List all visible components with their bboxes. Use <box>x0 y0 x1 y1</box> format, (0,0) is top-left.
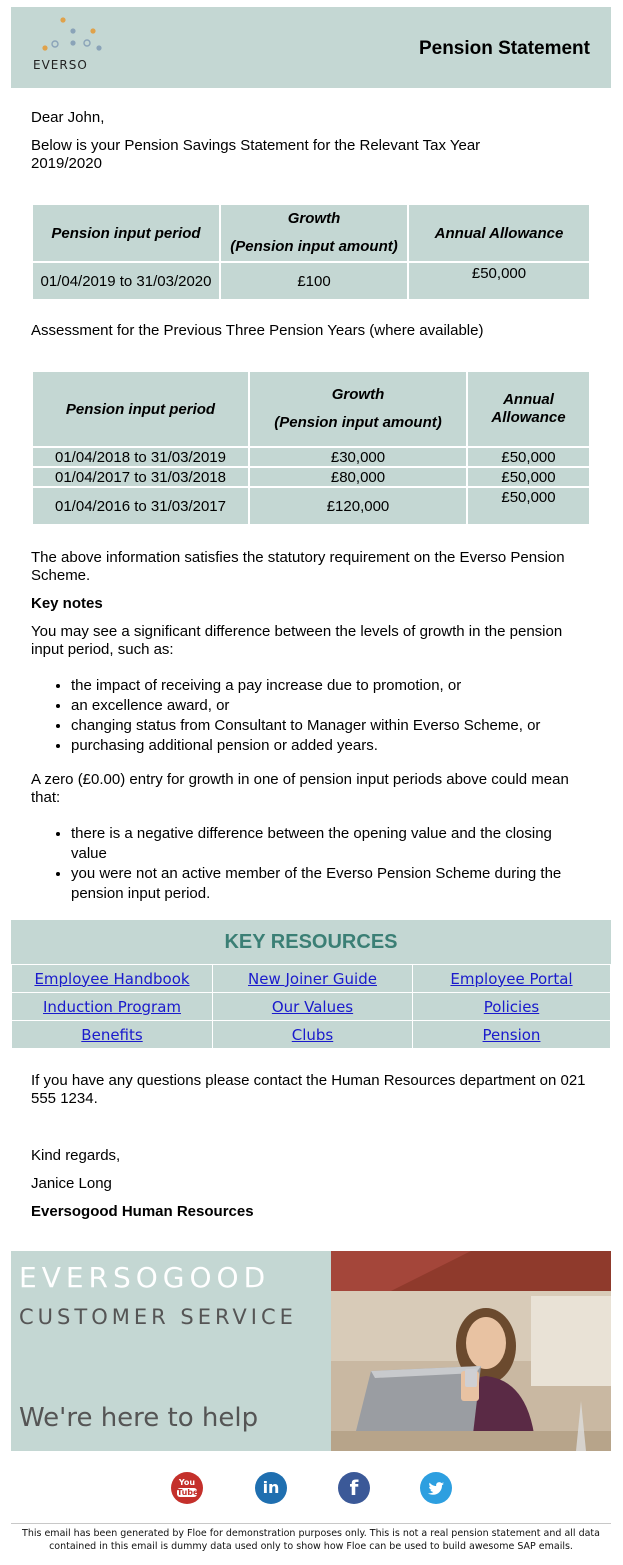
twitter-bird-icon <box>420 1472 452 1504</box>
previous-years-heading: Assessment for the Previous Three Pension Years (where available) <box>31 322 484 339</box>
link-our-values[interactable]: Our Values <box>271 997 354 1016</box>
previous-years-table <box>31 370 591 526</box>
statutory-text: The above information satisfies the statutory requirement on the Everso Pension Scheme. <box>31 549 565 584</box>
col-header-period: Pension input period <box>32 371 249 447</box>
youtube-icon[interactable] <box>171 1472 203 1504</box>
footer-divider <box>11 1523 611 1524</box>
link-induction-program[interactable]: Induction Program <box>43 997 181 1016</box>
header-banner <box>11 7 611 88</box>
table-row <box>32 447 590 467</box>
table-cell: £80,000 <box>249 467 467 487</box>
table-cell: 01/04/2017 to 31/03/2018 <box>32 467 249 487</box>
table-cell: £120,000 <box>249 487 467 525</box>
signer-department: Eversogood Human Resources <box>31 1203 254 1220</box>
signer-name: Janice Long <box>31 1175 112 1192</box>
key-resources-section <box>11 920 611 1049</box>
table-cell: £50,000 <box>467 487 590 525</box>
col-header-allowance: Annual Allowance <box>408 204 590 262</box>
link-employee-portal[interactable]: Employee Portal <box>450 969 573 988</box>
page-title: Pension Statement <box>418 38 590 59</box>
table-cell: £50,000 <box>408 262 590 300</box>
link-pension[interactable]: Pension <box>482 1025 541 1044</box>
facebook-icon[interactable]: f <box>338 1472 370 1504</box>
current-year-table <box>31 203 591 301</box>
link-employee-handbook[interactable]: Employee Handbook <box>34 969 190 988</box>
logo-text: EVERSO <box>33 58 88 72</box>
linkedin-icon[interactable]: in <box>255 1472 287 1504</box>
table-cell: 01/04/2016 to 31/03/2017 <box>32 487 249 525</box>
growth-reasons-list <box>31 676 591 756</box>
table-row <box>32 467 590 487</box>
banner-subtitle: CUSTOMER SERVICE <box>19 1305 297 1329</box>
list-item: • purchasing additional pension or added years. <box>71 736 591 756</box>
growth-sublabel: (Pension input amount) <box>230 238 398 255</box>
list-item: • changing status from Consultant to Manager within Everso Scheme, or <box>71 716 591 736</box>
youtube-top-text: You <box>178 1478 196 1487</box>
col-header-growth <box>220 204 408 262</box>
banner-brand: EVERSOGOOD <box>19 1261 271 1294</box>
list-item: • the impact of receiving a pay increase due to promotion, or <box>71 676 591 696</box>
table-row <box>32 487 590 525</box>
key-resources-links <box>11 964 611 1049</box>
twitter-icon[interactable] <box>420 1472 452 1504</box>
list-item: • an excellence award, or <box>71 696 591 716</box>
list-item: • you were not an active member of the Everso Pension Scheme during the pension input period. <box>71 864 591 904</box>
link-clubs[interactable]: Clubs <box>291 1025 334 1044</box>
growth-sublabel: (Pension input amount) <box>274 414 442 431</box>
growth-label: Growth <box>331 386 385 403</box>
key-resources-title: KEY RESOURCES <box>11 920 611 964</box>
intro-text: Below is your Pension Savings Statement for the Relevant Tax Year 2019/2020 <box>31 137 481 172</box>
table-cell: 01/04/2018 to 31/03/2019 <box>32 447 249 467</box>
link-benefits[interactable]: Benefits <box>81 1025 143 1044</box>
link-new-joiner-guide[interactable]: New Joiner Guide <box>248 969 377 988</box>
col-header-growth <box>249 371 467 447</box>
greeting: Dear John, <box>31 109 105 126</box>
col-header-period: Pension input period <box>32 204 220 262</box>
key-notes-para2: A zero (£0.00) entry for growth in one of pension input periods above could mean that: <box>31 771 569 806</box>
growth-label: Growth <box>287 210 341 227</box>
banner-photo <box>331 1251 611 1451</box>
key-notes-para1: You may see a significant difference between the levels of growth in the pension input period, such as: <box>31 623 563 658</box>
banner-tagline: We're here to help <box>19 1403 259 1433</box>
col-header-allowance: Annual Allowance <box>467 371 590 447</box>
youtube-bottom-text: Tube <box>177 1488 199 1497</box>
table-cell: 01/04/2019 to 31/03/2020 <box>32 262 220 300</box>
regards: Kind regards, <box>31 1147 121 1164</box>
table-cell: £100 <box>220 262 408 300</box>
key-notes-title: Key notes <box>31 595 103 612</box>
customer-service-banner[interactable] <box>11 1251 611 1451</box>
table-cell: £50,000 <box>467 447 590 467</box>
list-item: • there is a negative difference between the opening value and the closing value <box>71 824 591 864</box>
table-cell: £30,000 <box>249 447 467 467</box>
email-container <box>11 7 611 88</box>
table-cell: £50,000 <box>467 467 590 487</box>
zero-growth-list <box>31 824 591 904</box>
footer-disclaimer: This email has been generated by Floe for demonstration purposes only. This is not a real pension statement and all data contained in this email is dummy data used only to show how Floe can be used to build awesome SAP emails. <box>22 1528 600 1552</box>
link-policies[interactable]: Policies <box>483 997 540 1016</box>
contact-text: If you have any questions please contact the Human Resources department on 021 555 1234. <box>31 1072 586 1107</box>
woman-laptop-photo-icon <box>331 1251 611 1451</box>
